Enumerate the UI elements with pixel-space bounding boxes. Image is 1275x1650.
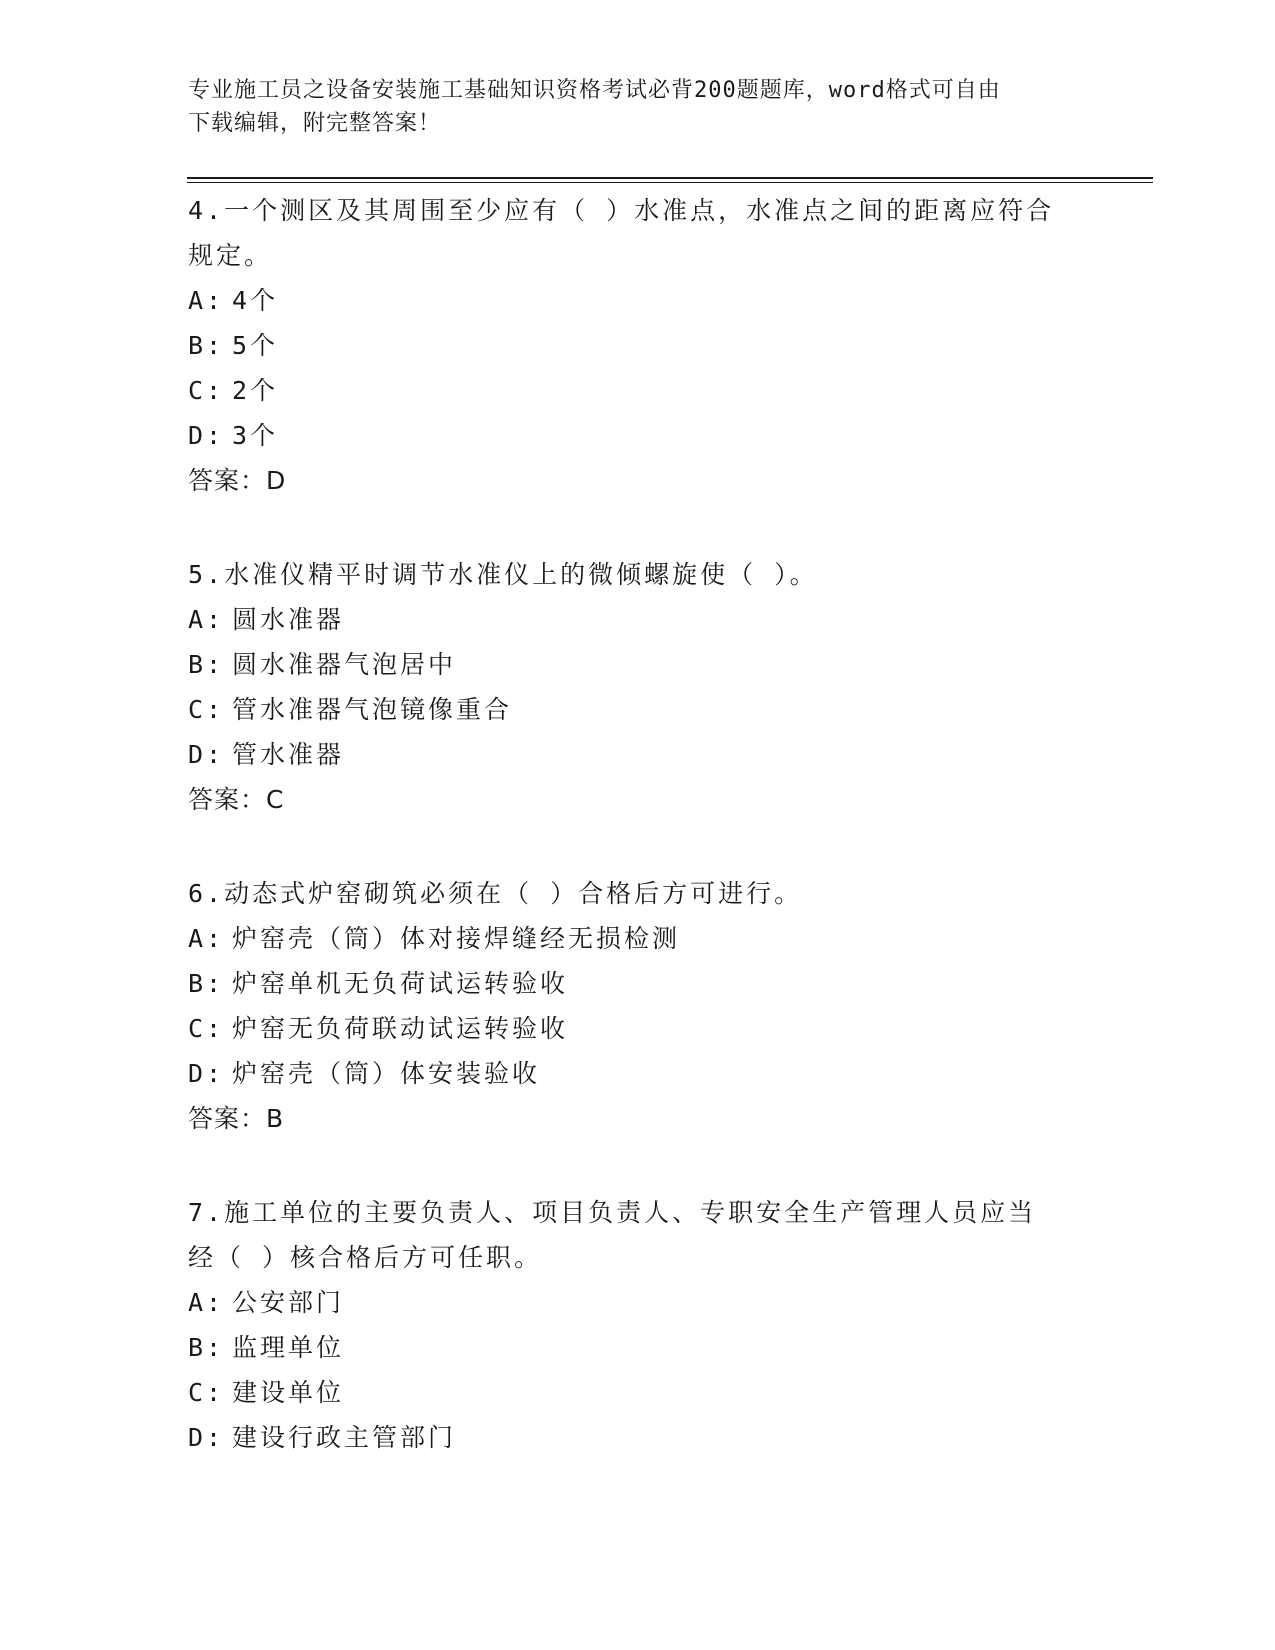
option-letter: C: <box>188 695 225 724</box>
option-d <box>188 413 1088 458</box>
option-text: 3个 <box>232 421 279 450</box>
option-d <box>188 1051 1088 1096</box>
option-letter: B: <box>188 331 225 360</box>
option-b <box>188 323 1088 368</box>
option-text: 管水准器气泡镜像重合 <box>232 695 513 724</box>
option-letter: A: <box>188 924 225 953</box>
question-stem <box>188 188 1088 278</box>
question-stem-line: 4.一个测区及其周围至少应有（ ）水准点，水准点之间的距离应符合 <box>188 196 1055 225</box>
header-line-1: 专业施工员之设备安装施工基础知识资格考试必背200题题库，word格式可自由 <box>188 78 1001 103</box>
question-block <box>188 1190 1088 1460</box>
option-a <box>188 278 1088 323</box>
option-d <box>188 732 1088 777</box>
option-text: 监理单位 <box>232 1333 345 1362</box>
option-letter: D: <box>188 1059 225 1088</box>
option-text: 管水准器 <box>232 740 345 769</box>
option-d <box>188 1415 1088 1460</box>
question-stem-line: 7.施工单位的主要负责人、项目负责人、专职安全生产管理人员应当 <box>188 1198 1037 1227</box>
option-letter: C: <box>188 1378 225 1407</box>
answer-line: 答案：B <box>188 1104 285 1133</box>
option-letter: B: <box>188 650 225 679</box>
option-letter: C: <box>188 376 225 405</box>
question-stem <box>188 552 1088 597</box>
option-text: 炉窑无负荷联动试运转验收 <box>232 1014 569 1043</box>
option-letter: A: <box>188 286 225 315</box>
option-c <box>188 1006 1088 1051</box>
option-text: 炉窑壳（筒）体安装验收 <box>232 1059 541 1088</box>
option-text: 2个 <box>232 376 279 405</box>
option-b <box>188 1325 1088 1370</box>
option-letter: B: <box>188 1333 225 1362</box>
option-letter: D: <box>188 1423 225 1452</box>
option-b <box>188 642 1088 687</box>
option-text: 圆水准器 <box>232 605 345 634</box>
answer-line: 答案：D <box>188 466 287 495</box>
option-c <box>188 687 1088 732</box>
option-c <box>188 1370 1088 1415</box>
option-text: 建设单位 <box>232 1378 345 1407</box>
question-stem <box>188 871 1088 916</box>
option-text: 圆水准器气泡居中 <box>232 650 457 679</box>
option-text: 4个 <box>232 286 279 315</box>
question-stem-line: 5.水准仪精平时调节水准仪上的微倾螺旋使（ ）。 <box>188 560 818 589</box>
question-stem-line: 规定。 <box>188 241 273 270</box>
header-divider-thick <box>187 177 1153 179</box>
option-c <box>188 368 1088 413</box>
question-stem-line: 经（ ）核合格后方可任职。 <box>188 1243 543 1272</box>
option-b <box>188 961 1088 1006</box>
document-header <box>188 74 1088 140</box>
option-letter: D: <box>188 421 225 450</box>
answer-line: 答案：C <box>188 785 285 814</box>
option-text: 炉窑壳（筒）体对接焊缝经无损检测 <box>232 924 681 953</box>
option-letter: B: <box>188 969 225 998</box>
header-divider-thin <box>187 182 1153 183</box>
question-block <box>188 552 1088 822</box>
option-a <box>188 1280 1088 1325</box>
header-line-2: 下载编辑，附完整答案！ <box>188 111 442 136</box>
question-stem-line: 6.动态式炉窑砌筑必须在（ ）合格后方可进行。 <box>188 879 803 908</box>
question-stem <box>188 1190 1088 1280</box>
option-letter: A: <box>188 605 225 634</box>
option-text: 炉窑单机无负荷试运转验收 <box>232 969 569 998</box>
option-a <box>188 597 1088 642</box>
option-letter: A: <box>188 1288 225 1317</box>
option-text: 建设行政主管部门 <box>232 1423 457 1452</box>
option-text: 公安部门 <box>232 1288 345 1317</box>
option-a <box>188 916 1088 961</box>
question-block <box>188 188 1088 503</box>
option-text: 5个 <box>232 331 279 360</box>
option-letter: D: <box>188 740 225 769</box>
option-letter: C: <box>188 1014 225 1043</box>
question-block <box>188 871 1088 1141</box>
